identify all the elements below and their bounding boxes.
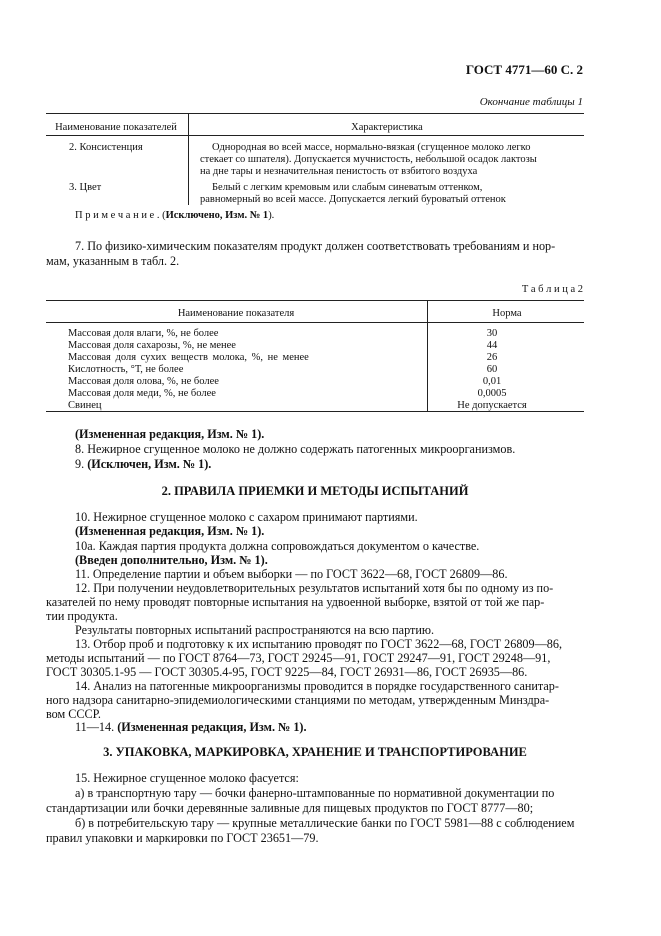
table2-col1-header: Наименование показателя (177, 308, 295, 319)
para-8: 8. Нежирное сгущенное молоко не должно содержать патогенных микроорганизмов. (75, 442, 516, 456)
table2-col-divider (427, 300, 428, 411)
edit-note: (Введен дополнительно, Изм. № 1). (75, 553, 268, 567)
para-10: 10. Нежирное сгущенное молоко с сахаром принимают партиями. (75, 510, 418, 524)
table2-row-name: Массовая доля сахарозы, %, не менее (68, 340, 236, 351)
table1-row-line: на дне тары и незначительная пенистость от взбитого воздуха (200, 166, 478, 177)
para-15b-line: правил упаковки и маркировки по ГОСТ 23651—79. (46, 831, 319, 845)
para-7-line: 7. По физико-химическим показателям продукт должен соответствовать требованиям и нор- (75, 239, 556, 253)
para-15a-line: стандартизации или бочки деревянные заливные для пищевых продуктов по ГОСТ 8777—80; (46, 801, 534, 815)
para-10a: 10а. Каждая партия продукта должна сопровождаться документом о качестве. (75, 539, 480, 553)
table1-note: П р и м е ч а н и е . (Исключено, Изм. № 1). (75, 210, 275, 221)
table2-row-name: Свинец (68, 400, 102, 411)
section-2-title: 2. ПРАВИЛА ПРИЕМКИ И МЕТОДЫ ИСПЫТАНИЙ (161, 484, 469, 498)
table2-caption: Т а б л и ц а 2 (521, 284, 583, 295)
table2-top-rule (46, 300, 584, 301)
table2-row-name: Массовая доля сухих веществ молока, %, не менее (68, 352, 309, 363)
para-14-line: ного надзора санитарно-эпидемиологическими станциями по методам, утвержденным Минздра- (46, 693, 550, 707)
table2-row-value: 44 (486, 340, 498, 351)
table2-col2-header: Норма (492, 308, 522, 319)
table2-row-name: Массовая доля меди, %, не более (68, 388, 216, 399)
para-7-line: мам, указанным в табл. 2. (46, 254, 180, 268)
table1-col1-header: Наименование показателей (55, 122, 177, 133)
table1-col2-header: Характеристика (351, 122, 423, 133)
para-15a-line: а) в транспортную тару — бочки фанерно-штампованные по нормативной документации по (75, 786, 555, 800)
para-14-line: вом СССР. (46, 707, 101, 721)
table2-row-value: 0,01 (482, 376, 502, 387)
table2-row-value: Не допускается (457, 400, 527, 411)
table2-header-rule (46, 322, 584, 323)
section-3-title: 3. УПАКОВКА, МАРКИРОВКА, ХРАНЕНИЕ И ТРАНСПОРТИРОВАНИЕ (103, 745, 527, 759)
para-13-line: 13. Отбор проб и подготовку к их испытанию проводят по ГОСТ 3622—68, ГОСТ 26809—86, (75, 637, 563, 651)
table2-row-name: Массовая доля влаги, %, не более (68, 328, 219, 339)
table1-row-line: равномерный во всей массе. Допускается легкий буроватый оттенок (200, 194, 506, 205)
para-13-line: ГОСТ 30305.1-95 — ГОСТ 30305.4-95, ГОСТ 9225—84, ГОСТ 26931—86, ГОСТ 26935—86. (46, 665, 528, 679)
table2-row-name: Массовая доля олова, %, не более (68, 376, 219, 387)
table1-row-line: стекает со шпателя). Допускается мучнистость, небольшой осадок лактозы (200, 154, 537, 165)
table2-row-value: 30 (486, 328, 498, 339)
table1-row-line: Однородная во всей массе, нормально-вязкая (сгущенное молоко легко (212, 142, 531, 153)
para-13-line: методы испытаний — по ГОСТ 8764—73, ГОСТ 29245—91, ГОСТ 29247—91, ГОСТ 29248—91, (46, 651, 551, 665)
table1-col-divider (188, 113, 189, 205)
para-11-14-edit: 11—14. (Измененная редакция, Изм. № 1). (75, 720, 307, 734)
page-header: ГОСТ 4771—60 С. 2 (465, 62, 583, 77)
table1-row-name: 3. Цвет (69, 182, 102, 193)
table1-header-rule (46, 135, 584, 136)
table1-top-rule (46, 113, 584, 114)
para-12-line: тии продукта. (46, 609, 118, 623)
table1-row-line: Белый с легким кремовым или слабым синеватым оттенком, (212, 182, 483, 193)
table1-caption: Окончание таблицы 1 (479, 96, 583, 108)
para-14-line: 14. Анализ на патогенные микроорганизмы проводится в порядке государственного санитар- (75, 679, 559, 693)
para-12-line: казателей по нему проводят повторные испытания на удвоенной выборке, взятой от той же пар- (46, 595, 545, 609)
para-15: 15. Нежирное сгущенное молоко фасуется: (75, 771, 299, 785)
table2-row-value: 60 (486, 364, 498, 375)
edit-note: (Измененная редакция, Изм. № 1). (75, 524, 265, 538)
para-11: 11. Определение партии и объем выборки — по ГОСТ 3622—68, ГОСТ 26809—86. (75, 567, 508, 581)
para-15b-line: б) в потребительскую тару — крупные металлические банки по ГОСТ 5981—88 с соблюдением (75, 816, 575, 830)
table2-row-value: 0,0005 (477, 388, 507, 399)
table2-row-value: 26 (486, 352, 498, 363)
table2-row-name: Кислотность, °Т, не более (68, 364, 184, 375)
table2-bottom-rule (46, 411, 584, 412)
para-9: 9. (Исключен, Изм. № 1). (75, 457, 212, 471)
table1-row-name: 2. Консистенция (69, 142, 143, 153)
para-12-line: 12. При получении неудовлетворительных результатов испытаний хотя бы по одному из по- (75, 581, 554, 595)
edit-note: (Измененная редакция, Изм. № 1). (75, 427, 265, 441)
para-12b: Результаты повторных испытаний распространяются на всю партию. (75, 623, 435, 637)
